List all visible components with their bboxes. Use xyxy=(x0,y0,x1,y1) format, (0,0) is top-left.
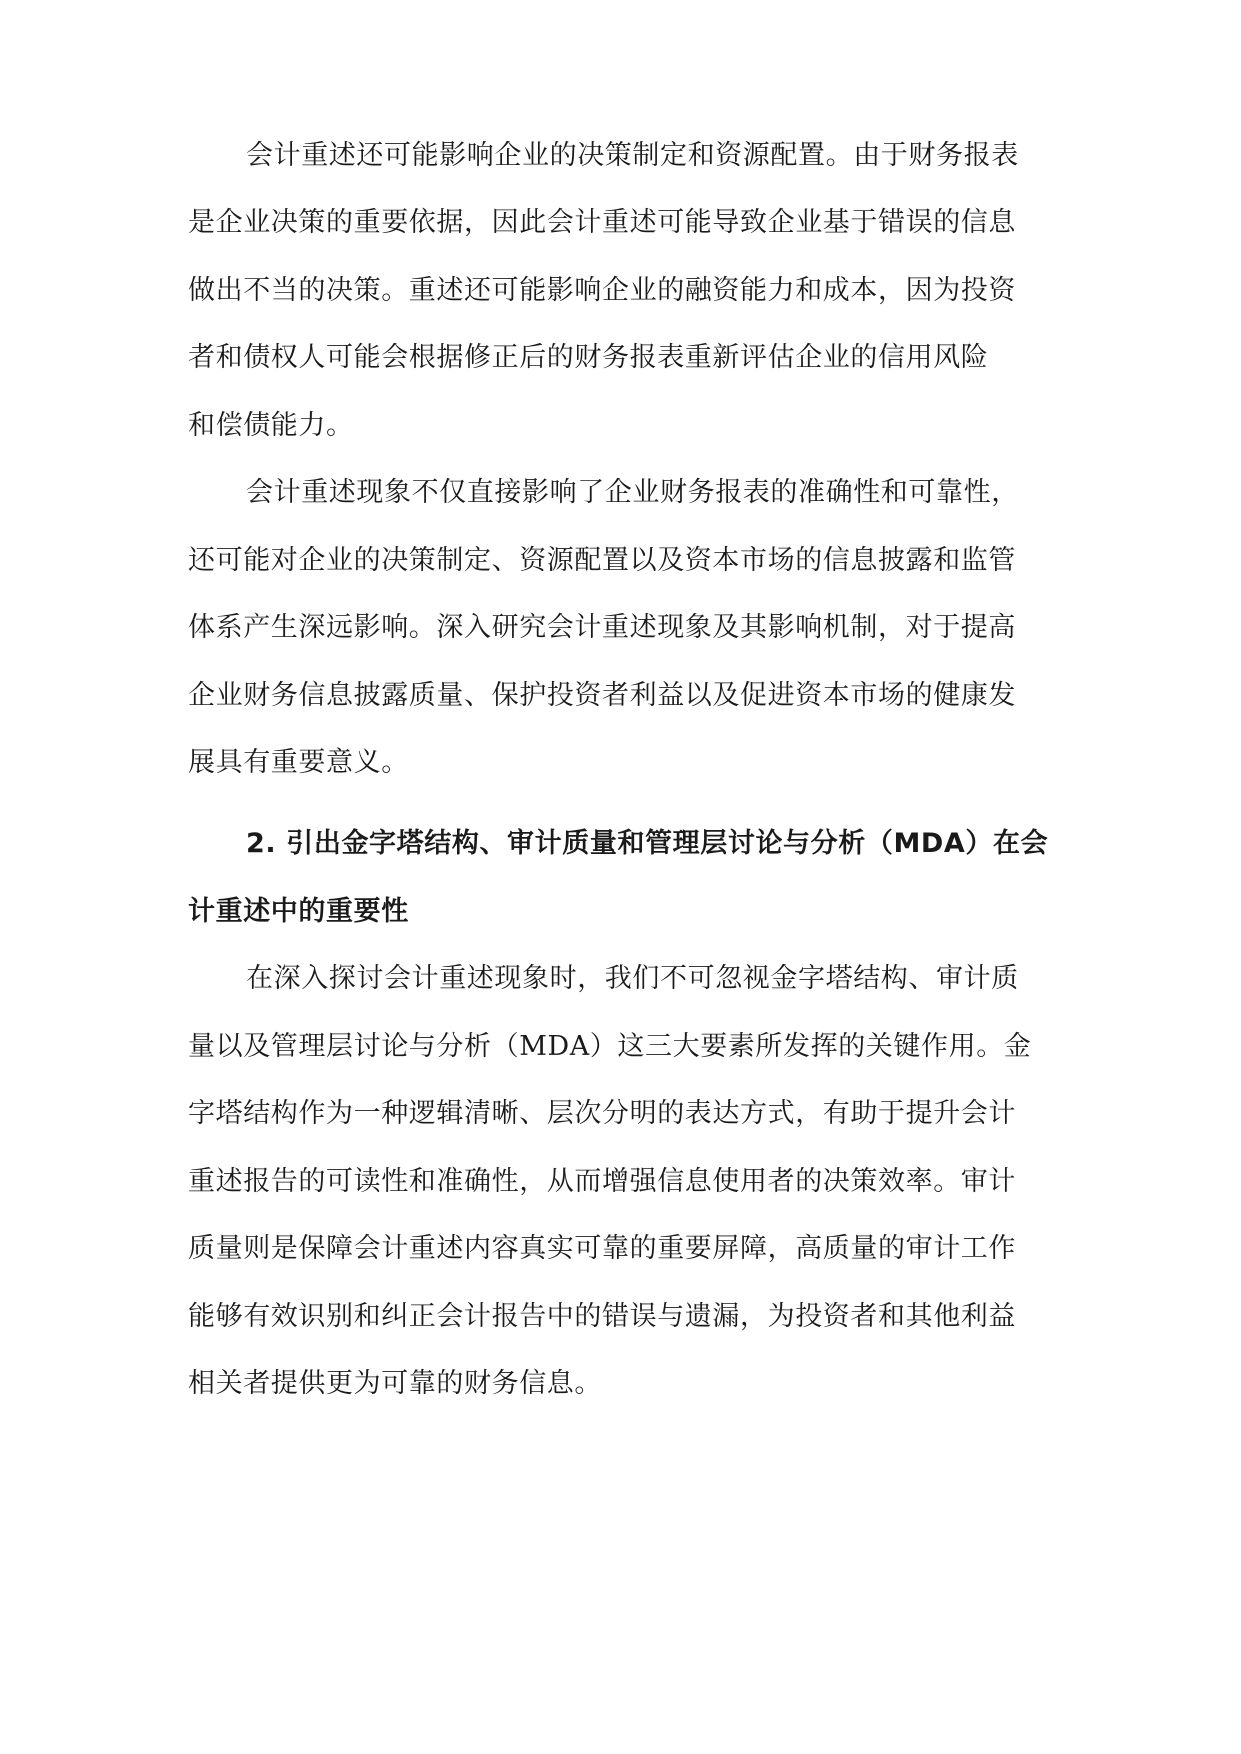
text-line: 量以及管理层讨论与分析（MDA）这三大要素所发挥的关键作用。金 xyxy=(188,1031,1032,1062)
text-line: 会计重述还可能影响企业的决策制定和资源配置。由于财务报表 xyxy=(246,140,1019,171)
text-line: 会计重述现象不仅直接影响了企业财务报表的准确性和可靠性， xyxy=(246,477,1019,508)
heading-line: 计重述中的重要性 xyxy=(188,896,409,927)
text-line: 重述报告的可读性和准确性，从而增强信息使用者的决策效率。审计 xyxy=(188,1166,1016,1197)
text-line: 能够有效识别和纠正会计报告中的错误与遗漏，为投资者和其他利益 xyxy=(188,1301,1016,1332)
text-line: 展具有重要意义。 xyxy=(188,747,409,778)
text-line: 相关者提供更为可靠的财务信息。 xyxy=(188,1368,602,1399)
text-line: 和偿债能力。 xyxy=(188,410,354,441)
text-line: 字塔结构作为一种逻辑清晰、层次分明的表达方式，有助于提升会计 xyxy=(188,1098,1016,1129)
text-line: 体系产生深远影响。深入研究会计重述现象及其影响机制，对于提高 xyxy=(188,612,1016,643)
text-line: 做出不当的决策。重述还可能影响企业的融资能力和成本，因为投资 xyxy=(188,275,1016,306)
text-line: 企业财务信息披露质量、保护投资者利益以及促进资本市场的健康发 xyxy=(188,680,1016,711)
text-line: 质量则是保障会计重述内容真实可靠的重要屏障，高质量的审计工作 xyxy=(188,1233,1016,1264)
text-line: 者和债权人可能会根据修正后的财务报表重新评估企业的信用风险 xyxy=(188,342,989,373)
heading-line: 2. 引出金字塔结构、审计质量和管理层讨论与分析（MDA）在会 xyxy=(246,828,1049,859)
text-line: 是企业决策的重要依据，因此会计重述可能导致企业基于错误的信息 xyxy=(188,207,1016,238)
text-line: 还可能对企业的决策制定、资源配置以及资本市场的信息披露和监管 xyxy=(188,545,1016,576)
text-line: 在深入探讨会计重述现象时，我们不可忽视金字塔结构、审计质 xyxy=(246,963,1019,994)
